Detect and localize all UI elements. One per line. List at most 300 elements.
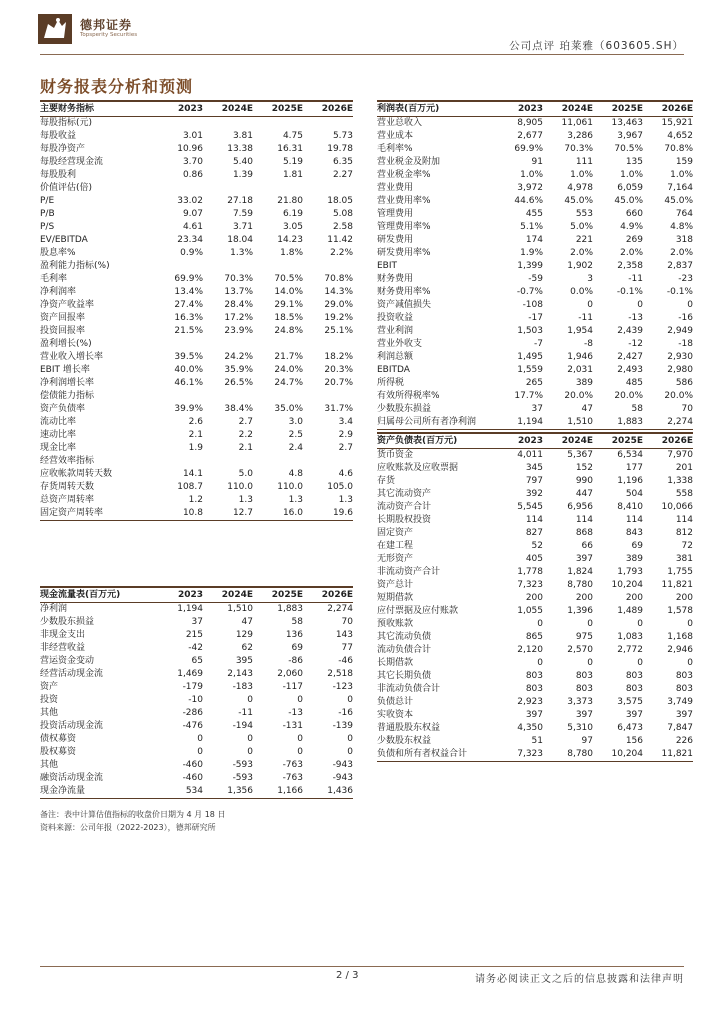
cell-value: 4.8 (288, 469, 303, 479)
cell-value: 66 (581, 541, 593, 551)
table-row (377, 657, 693, 670)
cell-value: -117 (282, 682, 303, 692)
table-row (40, 130, 353, 143)
cell-value: 0.9% (180, 248, 203, 258)
row-label: 少数股东损益 (40, 617, 95, 627)
cell-value: 5.1% (520, 222, 543, 232)
cell-value: 6.35 (332, 157, 353, 167)
cell-value: 7.59 (232, 209, 253, 219)
row-label: 盈利增长(%) (40, 339, 92, 349)
balance-sheet-table (377, 432, 693, 762)
row-label: 财务费用 (377, 274, 414, 284)
cell-value: 156 (625, 736, 643, 746)
row-label: 利润总额 (377, 352, 414, 362)
cell-value: 4,350 (517, 723, 543, 733)
cell-value: 7,164 (667, 183, 693, 193)
cell-value: 764 (675, 209, 693, 219)
cell-value: 47 (241, 617, 253, 627)
row-label: EBITDA (377, 365, 410, 375)
cell-value: 1.2 (188, 495, 203, 505)
table-row (40, 260, 353, 273)
cell-value: 2,439 (617, 326, 643, 336)
cell-value: -23 (678, 274, 693, 284)
cell-value: 69 (291, 643, 303, 653)
cell-value: 345 (525, 463, 543, 473)
cell-value: 8,905 (517, 118, 543, 128)
table-row (40, 616, 353, 629)
cell-value: 0 (537, 619, 543, 629)
row-label: P/E (40, 196, 55, 206)
cell-value: 1.0% (620, 170, 643, 180)
cell-value: 2,946 (667, 645, 693, 655)
cell-value: 200 (575, 593, 593, 603)
table-row (40, 468, 353, 481)
row-label: 营业税金率% (377, 170, 431, 180)
cell-value: 0 (347, 734, 353, 744)
brand-name-en: Topsperity Securities (80, 32, 138, 38)
row-label: P/S (40, 222, 55, 232)
cell-value: 5.08 (332, 209, 353, 219)
table-row (377, 156, 693, 169)
table-row (377, 182, 693, 195)
cell-value: -86 (288, 656, 303, 666)
cell-value (303, 455, 353, 468)
table-row (40, 325, 353, 338)
cell-value: 2,772 (617, 645, 643, 655)
table-row (377, 527, 693, 540)
table-row (377, 618, 693, 631)
cell-value: 0 (687, 619, 693, 629)
brand-name: 德邦证券 (80, 18, 133, 32)
cell-value: 395 (235, 656, 253, 666)
table-row (40, 182, 353, 195)
cell-value: 1,436 (327, 786, 353, 796)
row-label: 少数股东权益 (377, 736, 432, 746)
table-header-row (40, 586, 353, 603)
cell-value: -13 (288, 708, 303, 718)
row-label: 在建工程 (377, 541, 414, 551)
cell-value: 975 (575, 632, 593, 642)
cell-value (153, 260, 203, 273)
cell-value: 3.05 (282, 222, 303, 232)
cell-value: 38.4% (224, 404, 253, 414)
table-row (377, 390, 693, 403)
cell-value: 2,274 (327, 604, 353, 614)
row-label: 普通股股东权益 (377, 723, 441, 733)
cell-value: 2,143 (227, 669, 253, 679)
cell-value: 91 (531, 157, 543, 167)
cell-value: 0 (687, 300, 693, 310)
cell-value: 70.8% (664, 144, 693, 154)
year-header: 2024E (561, 436, 593, 446)
cell-value: -460 (182, 773, 203, 783)
cell-value: 1,559 (517, 365, 543, 375)
table-row (377, 143, 693, 156)
cell-value: 7,323 (517, 749, 543, 759)
cell-value: 201 (675, 463, 693, 473)
cell-value: 2.9 (338, 430, 353, 440)
cell-value: 4,978 (567, 183, 593, 193)
cell-value: 827 (525, 528, 543, 538)
row-label: 资产负债率 (40, 404, 86, 414)
row-label: 固定资产 (377, 528, 414, 538)
cell-value: 0 (247, 695, 253, 705)
cell-value: 3,972 (517, 183, 543, 193)
cell-value: 3,575 (617, 697, 643, 707)
row-label: 货币资金 (377, 450, 414, 460)
cell-value: 660 (625, 209, 643, 219)
row-label: 每股股利 (40, 170, 77, 180)
header-divider (40, 54, 684, 55)
table-row (377, 462, 693, 475)
cell-value: 3.01 (182, 131, 203, 141)
cell-value: 159 (675, 157, 693, 167)
table-row (377, 644, 693, 657)
table-row (40, 694, 353, 707)
cell-value: 3,749 (667, 697, 693, 707)
cell-value: 3.0 (288, 417, 303, 427)
cell-value: -593 (232, 760, 253, 770)
cell-value: 2.27 (332, 170, 353, 180)
cell-value: 45.0% (614, 196, 643, 206)
row-label: 归属母公司所有者净利润 (377, 417, 477, 427)
row-label: 长期借款 (377, 658, 414, 668)
cell-value: 1,510 (567, 417, 593, 427)
cell-value: 0 (297, 747, 303, 757)
cell-value: 70.5% (274, 274, 303, 284)
row-label: 财务费用率% (377, 287, 431, 297)
cell-value: 6,956 (567, 502, 593, 512)
cell-value: 13.38 (227, 144, 253, 154)
table-title: 主要财务指标 (40, 104, 95, 114)
cell-value: 114 (675, 515, 693, 525)
cell-value: 19.2% (324, 313, 353, 323)
cell-value: 70.3% (564, 144, 593, 154)
cell-value: 17.2% (224, 313, 253, 323)
cell-value: 2,358 (617, 261, 643, 271)
cell-value: 20.0% (614, 391, 643, 401)
cell-value: 70 (341, 617, 353, 627)
table-row (40, 390, 353, 403)
table-title: 资产负债表(百万元) (377, 436, 458, 446)
table-row (40, 338, 353, 351)
cell-value: 397 (625, 710, 643, 720)
cell-value: 26.5% (224, 378, 253, 388)
cell-value: 803 (675, 684, 693, 694)
row-label: 营业税金及附加 (377, 157, 441, 167)
cell-value: -42 (188, 643, 203, 653)
cell-value: 2.1 (188, 430, 203, 440)
income-statement-table (377, 100, 693, 430)
cell-value: 381 (675, 554, 693, 564)
cell-value: 2.0% (620, 248, 643, 258)
row-label: 其他 (40, 708, 59, 718)
cell-value: 16.31 (277, 144, 303, 154)
cell-value: 803 (625, 684, 643, 694)
cell-value: 8,780 (567, 580, 593, 590)
table-row (40, 156, 353, 169)
year-header: 2024E (221, 590, 253, 600)
cell-value: 1.8% (280, 248, 303, 258)
row-label: 研发费用率% (377, 248, 431, 258)
table-row (40, 668, 353, 681)
cell-value: -763 (282, 760, 303, 770)
row-label: 速动比率 (40, 430, 77, 440)
table-row (377, 260, 693, 273)
cell-value: -8 (584, 339, 593, 349)
row-label: 预收账款 (377, 619, 414, 629)
cell-value: 35.0% (274, 404, 303, 414)
cell-value: 31.7% (324, 404, 353, 414)
cell-value: 45.0% (564, 196, 593, 206)
cell-value (303, 390, 353, 403)
row-label: 现金比率 (40, 443, 77, 453)
cell-value: -476 (182, 721, 203, 731)
cell-value: 0 (587, 619, 593, 629)
cell-value: 221 (575, 235, 593, 245)
table-row (377, 670, 693, 683)
cell-value: 11,061 (561, 118, 593, 128)
year-header: 2023 (517, 104, 543, 114)
cell-value: 868 (575, 528, 593, 538)
row-label: 营业成本 (377, 131, 414, 141)
cell-value: 5.0% (570, 222, 593, 232)
year-header: 2025E (611, 104, 643, 114)
cell-value: 5.0 (238, 469, 253, 479)
cell-value: 0 (637, 619, 643, 629)
row-label: 每股净资产 (40, 144, 86, 154)
row-label: 应收帐款周转天数 (40, 469, 113, 479)
cell-value: 5.19 (282, 157, 303, 167)
cell-value: 1,356 (227, 786, 253, 796)
cell-value: 9.07 (182, 209, 203, 219)
table-row (377, 273, 693, 286)
cell-value: 20.3% (324, 365, 353, 375)
cell-value: 1,196 (617, 476, 643, 486)
cell-value: 1,396 (567, 606, 593, 616)
cell-value: 21.7% (274, 352, 303, 362)
cell-value: 143 (335, 630, 353, 640)
cell-value: 3 (587, 274, 593, 284)
table-row (377, 312, 693, 325)
logo-icon (38, 14, 72, 44)
cell-value: 15,921 (661, 118, 693, 128)
row-label: 存货 (377, 476, 396, 486)
cell-value (203, 260, 253, 273)
table-row (40, 629, 353, 642)
cell-value: 114 (625, 515, 643, 525)
row-label: 投资活动现金流 (40, 721, 104, 731)
cell-value: 1.81 (282, 170, 303, 180)
cell-value: 265 (525, 378, 543, 388)
cell-value: 1,946 (567, 352, 593, 362)
row-label: 营业收入增长率 (40, 352, 104, 362)
row-label: 净利润率 (40, 287, 77, 297)
cell-value: 6.19 (282, 209, 303, 219)
cell-value (253, 338, 303, 351)
year-header: 2026E (661, 436, 693, 446)
table-row (40, 455, 353, 468)
cell-value: 1,469 (177, 669, 203, 679)
cell-value: 5,367 (567, 450, 593, 460)
cell-value: 2,274 (667, 417, 693, 427)
cell-value: 1,338 (667, 476, 693, 486)
year-header: 2026E (321, 590, 353, 600)
cell-value: 0 (197, 734, 203, 744)
cell-value: 1,755 (667, 567, 693, 577)
cell-value: 4.6 (338, 469, 353, 479)
row-label: 应付票据及应付账款 (377, 606, 459, 616)
cell-value: 1,399 (517, 261, 543, 271)
cell-value: 11,821 (661, 749, 693, 759)
cell-value: 135 (625, 157, 643, 167)
cell-value: 114 (525, 515, 543, 525)
cell-value: 843 (625, 528, 643, 538)
disclaimer: 请务必阅读正文之后的信息披露和法律声明 (475, 974, 684, 985)
table-row (377, 709, 693, 722)
cell-value: 200 (675, 593, 693, 603)
cell-value: 62 (241, 643, 253, 653)
cell-value: 1.9% (520, 248, 543, 258)
cell-value (253, 182, 303, 195)
cell-value: 1,793 (617, 567, 643, 577)
cell-value: 1,489 (617, 606, 643, 616)
cell-value: 70.5% (614, 144, 643, 154)
cell-value: 1,194 (517, 417, 543, 427)
cell-value: 33.02 (177, 196, 203, 206)
cell-value: 1,883 (277, 604, 303, 614)
row-label: 其他 (40, 760, 59, 770)
table-row (377, 449, 693, 462)
cell-value: 2,031 (567, 365, 593, 375)
cell-value: 1,168 (667, 632, 693, 642)
row-label: 净资产收益率 (40, 300, 95, 310)
cell-value (153, 182, 203, 195)
row-label: 负债和所有者权益合计 (377, 749, 468, 759)
cell-value: 1,824 (567, 567, 593, 577)
cell-value: 29.1% (274, 300, 303, 310)
table-row (40, 117, 353, 130)
row-label: P/B (40, 209, 55, 219)
table-row (377, 416, 693, 430)
cell-value: 2,930 (667, 352, 693, 362)
table-row (377, 501, 693, 514)
cell-value: 8,780 (567, 749, 593, 759)
cell-value: 13.7% (224, 287, 253, 297)
cell-value: 152 (575, 463, 593, 473)
cell-value: 447 (575, 489, 593, 499)
table-row (40, 195, 353, 208)
table-row (377, 403, 693, 416)
cell-value: 2,980 (667, 365, 693, 375)
cell-value: 200 (625, 593, 643, 603)
cell-value (203, 182, 253, 195)
cell-value: 27.18 (227, 196, 253, 206)
cell-value: 3.4 (338, 417, 353, 427)
cell-value: 7,970 (667, 450, 693, 460)
cell-value: 2.7 (338, 443, 353, 453)
row-label: 股息率% (40, 248, 76, 258)
cell-value: 35.9% (224, 365, 253, 375)
row-label: 流动负债合计 (377, 645, 432, 655)
cell-value: 1.9 (188, 443, 203, 453)
cell-value: 1,166 (277, 786, 303, 796)
table-row (40, 785, 353, 799)
cell-value: 8,410 (617, 502, 643, 512)
row-label: EBIT 增长率 (40, 365, 90, 375)
table-row (377, 631, 693, 644)
row-label: 长期股权投资 (377, 515, 432, 525)
table-row (40, 603, 353, 616)
cell-value (303, 260, 353, 273)
row-label: 非流动负债合计 (377, 684, 441, 694)
cell-value: -16 (338, 708, 353, 718)
row-label: 营业利润 (377, 326, 414, 336)
row-label: 管理费用 (377, 209, 414, 219)
cell-value: 13.4% (174, 287, 203, 297)
row-label: 经营活动现金流 (40, 669, 104, 679)
cell-value: 2,923 (517, 697, 543, 707)
cell-value: 58 (291, 617, 303, 627)
cell-value: 0 (347, 695, 353, 705)
cell-value: 2.2 (238, 430, 253, 440)
cell-value: 69.9% (174, 274, 203, 284)
row-label: 现金净流量 (40, 786, 86, 796)
cell-value: 803 (525, 671, 543, 681)
table-row (40, 299, 353, 312)
cell-value: 1,954 (567, 326, 593, 336)
row-label: 每股指标(元) (40, 118, 93, 128)
cell-value: 14.0% (274, 287, 303, 297)
cell-value: 2.6 (188, 417, 203, 427)
row-label: 其它流动资产 (377, 489, 432, 499)
cell-value: 2.58 (332, 222, 353, 232)
cell-value: 45.0% (664, 196, 693, 206)
cell-value: -108 (522, 300, 543, 310)
cell-value: 6,473 (617, 723, 643, 733)
row-label: 投资收益 (377, 313, 414, 323)
cell-value: 72 (681, 541, 693, 551)
row-label: 每股收益 (40, 131, 77, 141)
cell-value: 2.5 (288, 430, 303, 440)
cell-value: 2,060 (277, 669, 303, 679)
row-label: 流动比率 (40, 417, 77, 427)
cell-value: 18.2% (324, 352, 353, 362)
table-row (377, 377, 693, 390)
cell-value: 1,778 (517, 567, 543, 577)
row-label: 营业费用 (377, 183, 414, 193)
table-header-row (377, 100, 693, 117)
cell-value: 110.0 (227, 482, 253, 492)
row-label: 其它长期负债 (377, 671, 432, 681)
cell-value: 108.7 (177, 482, 203, 492)
cell-value: 553 (575, 209, 593, 219)
table-row (377, 605, 693, 618)
cell-value (153, 390, 203, 403)
cell-value: 990 (575, 476, 593, 486)
cell-value: 6,534 (617, 450, 643, 460)
table-row (377, 683, 693, 696)
cell-value: -12 (628, 339, 643, 349)
table-row (40, 403, 353, 416)
cell-value: 70 (681, 404, 693, 414)
row-label: 少数股东损益 (377, 404, 432, 414)
cell-value: 28.4% (224, 300, 253, 310)
cell-value: 2.0% (670, 248, 693, 258)
table-row (377, 735, 693, 748)
cell-value (203, 338, 253, 351)
table-row (40, 720, 353, 733)
